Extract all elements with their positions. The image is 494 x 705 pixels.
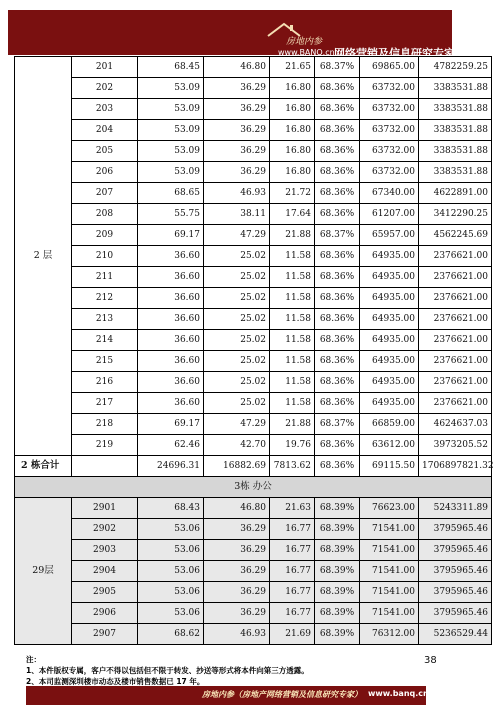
table-cell: 218	[72, 414, 138, 435]
total-cell: 16882.69	[204, 456, 270, 477]
total-cell	[72, 456, 138, 477]
table-cell: 53.09	[138, 78, 204, 99]
table-cell: 63732.00	[360, 162, 419, 183]
section-band-label: 3栋 办公	[15, 477, 492, 498]
table-cell: 71541.00	[360, 561, 419, 582]
table-cell: 21.65	[270, 57, 315, 78]
table-cell: 204	[72, 120, 138, 141]
table-cell: 67340.00	[360, 183, 419, 204]
table-row	[15, 288, 492, 309]
table-cell: 64935.00	[360, 309, 419, 330]
table-cell: 211	[72, 267, 138, 288]
table-cell: 36.29	[204, 99, 270, 120]
table-cell: 46.80	[204, 498, 270, 519]
table-cell: 202	[72, 78, 138, 99]
total-cell: 1706897821.32	[419, 456, 492, 477]
table-cell: 21.63	[270, 498, 315, 519]
table-cell: 2376621.00	[419, 267, 492, 288]
table-cell: 2376621.00	[419, 246, 492, 267]
table-row	[15, 519, 492, 540]
table-cell: 208	[72, 204, 138, 225]
table-row	[15, 498, 492, 519]
price-table-container	[14, 56, 494, 645]
table-cell: 36.60	[138, 393, 204, 414]
table-cell: 66859.00	[360, 414, 419, 435]
table-cell: 36.29	[204, 78, 270, 99]
table-row	[15, 540, 492, 561]
table-cell: 36.29	[204, 540, 270, 561]
table-cell: 16.77	[270, 540, 315, 561]
table-cell: 68.39%	[315, 582, 360, 603]
table-cell: 210	[72, 246, 138, 267]
table-cell: 11.58	[270, 393, 315, 414]
table-cell: 36.60	[138, 246, 204, 267]
table-cell: 47.29	[204, 225, 270, 246]
table-cell: 3795965.46	[419, 582, 492, 603]
table-cell: 36.29	[204, 582, 270, 603]
table-cell: 68.62	[138, 624, 204, 645]
table-cell: 38.11	[204, 204, 270, 225]
table-cell: 2905	[72, 582, 138, 603]
table-row	[15, 624, 492, 645]
table-cell: 36.29	[204, 603, 270, 624]
table-cell: 53.06	[138, 540, 204, 561]
table-cell: 69.17	[138, 225, 204, 246]
table-row	[15, 393, 492, 414]
footer-text: 房地内参（房地产网络营销及信息研究专家）	[202, 689, 362, 699]
table-cell: 68.36%	[315, 204, 360, 225]
table-cell: 2901	[72, 498, 138, 519]
table-cell: 25.02	[204, 372, 270, 393]
table-cell: 3383531.88	[419, 162, 492, 183]
table-cell: 65957.00	[360, 225, 419, 246]
brand-url: www.BANQ.cn	[278, 48, 335, 57]
table-cell: 3383531.88	[419, 141, 492, 162]
table-cell: 71541.00	[360, 519, 419, 540]
table-cell: 36.60	[138, 309, 204, 330]
table-cell: 3795965.46	[419, 561, 492, 582]
table-cell: 16.77	[270, 561, 315, 582]
table-cell: 36.29	[204, 141, 270, 162]
table-cell: 25.02	[204, 330, 270, 351]
table-cell: 68.39%	[315, 624, 360, 645]
table-cell: 16.80	[270, 120, 315, 141]
price-table-body	[15, 57, 492, 645]
table-cell: 3795965.46	[419, 603, 492, 624]
table-cell: 36.60	[138, 330, 204, 351]
table-cell: 63732.00	[360, 120, 419, 141]
table-cell: 68.36%	[315, 309, 360, 330]
total-cell: 2 栋合计	[15, 456, 72, 477]
table-cell: 64935.00	[360, 267, 419, 288]
table-cell: 46.80	[204, 57, 270, 78]
table-cell: 68.37%	[315, 57, 360, 78]
table-cell: 2376621.00	[419, 372, 492, 393]
table-cell: 76623.00	[360, 498, 419, 519]
table-cell: 16.77	[270, 519, 315, 540]
table-cell: 4624637.03	[419, 414, 492, 435]
table-cell: 217	[72, 393, 138, 414]
table-cell: 68.39%	[315, 603, 360, 624]
table-cell: 11.58	[270, 288, 315, 309]
table-cell: 21.88	[270, 225, 315, 246]
table-row	[15, 582, 492, 603]
table-cell: 68.37%	[315, 414, 360, 435]
table-cell: 68.36%	[315, 351, 360, 372]
table-cell: 53.09	[138, 120, 204, 141]
table-cell: 36.29	[204, 519, 270, 540]
table-cell: 2902	[72, 519, 138, 540]
table-cell: 19.76	[270, 435, 315, 456]
table-cell: 11.58	[270, 309, 315, 330]
table-row	[15, 57, 492, 78]
table-cell: 64935.00	[360, 372, 419, 393]
table-cell: 53.09	[138, 99, 204, 120]
table-cell: 5243311.89	[419, 498, 492, 519]
table-cell: 63732.00	[360, 99, 419, 120]
table-cell: 4782259.25	[419, 57, 492, 78]
table-cell: 53.06	[138, 519, 204, 540]
table-cell: 3383531.88	[419, 78, 492, 99]
floor-label-cell: 2 层	[15, 57, 72, 456]
notes-heading: 注：	[26, 655, 41, 664]
table-cell: 201	[72, 57, 138, 78]
table-cell: 36.29	[204, 162, 270, 183]
table-cell: 68.36%	[315, 393, 360, 414]
table-row	[15, 183, 492, 204]
table-cell: 64935.00	[360, 330, 419, 351]
table-cell: 53.06	[138, 561, 204, 582]
table-cell: 64935.00	[360, 351, 419, 372]
table-cell: 36.60	[138, 267, 204, 288]
table-cell: 16.77	[270, 603, 315, 624]
table-cell: 63612.00	[360, 435, 419, 456]
table-cell: 63732.00	[360, 78, 419, 99]
table-cell: 68.36%	[315, 288, 360, 309]
table-cell: 68.36%	[315, 162, 360, 183]
table-cell: 42.70	[204, 435, 270, 456]
table-cell: 5236529.44	[419, 624, 492, 645]
table-cell: 21.69	[270, 624, 315, 645]
table-cell: 68.36%	[315, 246, 360, 267]
table-row	[15, 225, 492, 246]
total-cell: 68.36%	[315, 456, 360, 477]
table-cell: 11.58	[270, 330, 315, 351]
total-cell: 24696.31	[138, 456, 204, 477]
page-number: 38	[424, 655, 437, 666]
table-cell: 36.60	[138, 288, 204, 309]
table-cell: 25.02	[204, 246, 270, 267]
total-row	[15, 456, 492, 477]
table-cell: 68.37%	[315, 225, 360, 246]
table-cell: 207	[72, 183, 138, 204]
table-cell: 11.58	[270, 372, 315, 393]
table-cell: 68.39%	[315, 540, 360, 561]
table-row	[15, 204, 492, 225]
table-cell: 203	[72, 99, 138, 120]
table-cell: 16.80	[270, 141, 315, 162]
table-cell: 25.02	[204, 267, 270, 288]
table-cell: 11.58	[270, 267, 315, 288]
table-cell: 61207.00	[360, 204, 419, 225]
table-cell: 68.36%	[315, 435, 360, 456]
table-row	[15, 267, 492, 288]
table-cell: 36.60	[138, 372, 204, 393]
brand-name: 房地内参	[286, 37, 323, 47]
table-row	[15, 372, 492, 393]
notes-line-1: 1、本件版权专属，客户不得以包括但不限于转发、抄送等形式将本件向第三方透露。	[26, 666, 309, 675]
page-header	[0, 0, 467, 60]
table-cell: 64935.00	[360, 246, 419, 267]
table-cell: 47.29	[204, 414, 270, 435]
table-row	[15, 561, 492, 582]
table-cell: 76312.00	[360, 624, 419, 645]
table-cell: 46.93	[204, 183, 270, 204]
table-cell: 55.75	[138, 204, 204, 225]
table-row	[15, 435, 492, 456]
table-cell: 2903	[72, 540, 138, 561]
table-cell: 68.36%	[315, 330, 360, 351]
table-cell: 206	[72, 162, 138, 183]
table-row	[15, 414, 492, 435]
price-table	[14, 56, 492, 645]
table-cell: 4622891.00	[419, 183, 492, 204]
footer-bar	[26, 686, 429, 705]
table-row	[15, 99, 492, 120]
table-cell: 68.36%	[315, 78, 360, 99]
table-row	[15, 309, 492, 330]
table-cell: 2376621.00	[419, 288, 492, 309]
table-cell: 213	[72, 309, 138, 330]
table-cell: 68.39%	[315, 561, 360, 582]
table-cell: 36.29	[204, 120, 270, 141]
table-cell: 68.36%	[315, 267, 360, 288]
table-cell: 68.45	[138, 57, 204, 78]
table-cell: 71541.00	[360, 603, 419, 624]
table-cell: 16.80	[270, 162, 315, 183]
table-cell: 3412290.25	[419, 204, 492, 225]
table-cell: 3795965.46	[419, 540, 492, 561]
table-row	[15, 603, 492, 624]
notes-block	[26, 654, 426, 687]
table-cell: 25.02	[204, 393, 270, 414]
table-cell: 4562245.69	[419, 225, 492, 246]
table-cell: 63732.00	[360, 141, 419, 162]
table-cell: 2376621.00	[419, 309, 492, 330]
total-cell: 7813.62	[270, 456, 315, 477]
table-cell: 53.06	[138, 603, 204, 624]
table-cell: 16.80	[270, 78, 315, 99]
header-banner	[8, 10, 455, 60]
table-cell: 25.02	[204, 288, 270, 309]
table-cell: 69865.00	[360, 57, 419, 78]
table-cell: 25.02	[204, 309, 270, 330]
table-cell: 3795965.46	[419, 519, 492, 540]
banner-title: 网络营销及信息研究专家	[334, 47, 455, 60]
table-row	[15, 330, 492, 351]
table-cell: 64935.00	[360, 393, 419, 414]
table-cell: 53.09	[138, 141, 204, 162]
table-cell: 2376621.00	[419, 393, 492, 414]
table-cell: 36.60	[138, 351, 204, 372]
notes-line-2: 2、本司监测深圳楼市动态及楼市销售数据已 17 年。	[26, 677, 205, 686]
table-cell: 2376621.00	[419, 351, 492, 372]
table-row	[15, 78, 492, 99]
table-cell: 205	[72, 141, 138, 162]
table-cell: 16.77	[270, 582, 315, 603]
table-cell: 21.88	[270, 414, 315, 435]
table-cell: 53.06	[138, 582, 204, 603]
table-cell: 36.29	[204, 561, 270, 582]
table-cell: 68.43	[138, 498, 204, 519]
table-cell: 216	[72, 372, 138, 393]
table-row	[15, 246, 492, 267]
table-cell: 68.39%	[315, 519, 360, 540]
floor-label-cell: 29层	[15, 498, 72, 645]
table-row	[15, 141, 492, 162]
table-cell: 68.36%	[315, 183, 360, 204]
table-cell: 214	[72, 330, 138, 351]
table-cell: 2907	[72, 624, 138, 645]
total-cell: 69115.50	[360, 456, 419, 477]
table-cell: 53.09	[138, 162, 204, 183]
table-cell: 62.46	[138, 435, 204, 456]
table-cell: 2904	[72, 561, 138, 582]
table-cell: 68.36%	[315, 99, 360, 120]
table-cell: 2376621.00	[419, 330, 492, 351]
section-band-row	[15, 477, 492, 498]
table-cell: 16.80	[270, 99, 315, 120]
table-row	[15, 351, 492, 372]
table-cell: 68.65	[138, 183, 204, 204]
table-cell: 17.64	[270, 204, 315, 225]
table-cell: 219	[72, 435, 138, 456]
table-cell: 64935.00	[360, 288, 419, 309]
table-cell: 69.17	[138, 414, 204, 435]
table-cell: 3973205.52	[419, 435, 492, 456]
table-cell: 11.58	[270, 351, 315, 372]
table-cell: 71541.00	[360, 582, 419, 603]
table-cell: 68.36%	[315, 372, 360, 393]
table-row	[15, 162, 492, 183]
table-cell: 3383531.88	[419, 120, 492, 141]
table-cell: 68.39%	[315, 498, 360, 519]
footer-url: www.banq.cn	[368, 689, 429, 698]
table-cell: 2906	[72, 603, 138, 624]
table-cell: 215	[72, 351, 138, 372]
table-cell: 68.36%	[315, 120, 360, 141]
table-row	[15, 120, 492, 141]
table-cell: 21.72	[270, 183, 315, 204]
table-cell: 212	[72, 288, 138, 309]
table-cell: 11.58	[270, 246, 315, 267]
table-cell: 3383531.88	[419, 99, 492, 120]
table-cell: 46.93	[204, 624, 270, 645]
table-cell: 71541.00	[360, 540, 419, 561]
table-cell: 25.02	[204, 351, 270, 372]
table-cell: 68.36%	[315, 141, 360, 162]
table-cell: 209	[72, 225, 138, 246]
